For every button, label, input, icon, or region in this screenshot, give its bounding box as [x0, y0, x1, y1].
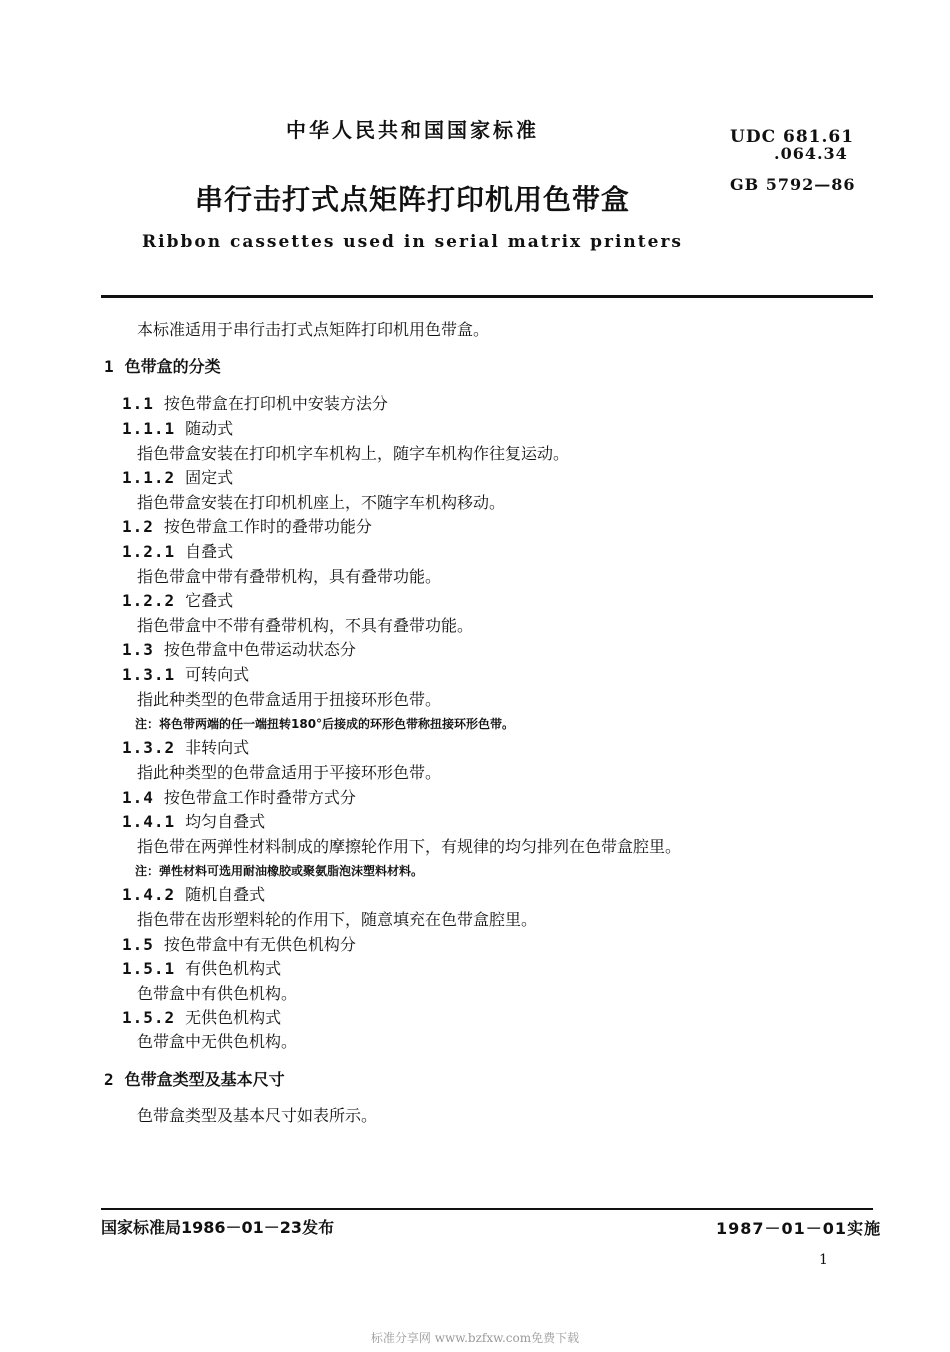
clause-1-5	[122, 935, 356, 955]
clause-1-2-1-text: 指色带盒中带有叠带机构，具有叠带功能。	[137, 567, 442, 586]
udc-code: UDC 681.61	[730, 127, 855, 147]
clause-1-1-1	[122, 419, 233, 439]
clause-title: 非转向式	[185, 738, 250, 757]
watermark: 标准分享网 www.bzfxw.com免费下载	[370, 1331, 580, 1345]
clause-number: 1.5.1	[122, 959, 176, 978]
clause-1-5-2	[122, 1008, 281, 1028]
clause-title: 有供色机构式	[185, 959, 282, 978]
clause-title: 它叠式	[185, 591, 234, 610]
document-title-english: Ribbon cassettes used in serial matrix printers	[142, 232, 683, 252]
clause-title: 无供色机构式	[185, 1008, 282, 1027]
clause-1-2-2-text: 指色带盒中不带有叠带机构，不具有叠带功能。	[137, 616, 474, 635]
country-standard-heading: 中华人民共和国国家标准	[286, 118, 539, 142]
clause-number: 1.2.1	[122, 542, 176, 561]
clause-title: 随机自叠式	[185, 885, 266, 904]
clause-1-1-2-text: 指色带盒安装在打印机机座上，不随字车机构移动。	[137, 493, 506, 512]
clause-1-2-2	[122, 591, 233, 611]
clause-1-4-2-text: 指色带在齿形塑料轮的作用下，随意填充在色带盒腔里。	[137, 910, 538, 929]
clause-number: 1.1.2	[122, 468, 176, 487]
page-number: 1	[819, 1252, 828, 1268]
clause-title: 按色带盒中有无供色机构分	[163, 935, 356, 954]
footer-rule	[101, 1208, 873, 1210]
clause-title: 按色带盒工作时叠带方式分	[163, 788, 356, 807]
clause-1-1	[122, 394, 388, 414]
clause-1-5-1	[122, 959, 281, 979]
clause-title: 可转向式	[185, 665, 250, 684]
clause-title: 随动式	[185, 419, 234, 438]
clause-title: 固定式	[185, 468, 234, 487]
clause-number: 1.5	[122, 935, 154, 954]
clause-1-5-1-text: 色带盒中有供色机构。	[137, 984, 298, 1003]
intro-paragraph: 本标准适用于串行击打式点矩阵打印机用色带盒。	[137, 320, 490, 339]
clause-number: 1.3.2	[122, 738, 176, 757]
clause-number: 1.1.1	[122, 419, 176, 438]
clause-1-4-1-text: 指色带在两弹性材料制成的摩擦轮作用下，有规律的均匀排列在色带盒腔里。	[137, 837, 682, 856]
section-2-heading	[104, 1070, 285, 1090]
section-2-text: 色带盒类型及基本尺寸如表所示。	[137, 1106, 378, 1125]
clause-number: 1.3	[122, 640, 154, 659]
gb-standard-number: GB 5792—86	[730, 175, 856, 194]
clause-number: 1.5.2	[122, 1008, 176, 1027]
section-title: 色带盒的分类	[124, 357, 221, 376]
section-1-heading	[104, 357, 221, 377]
clause-1-2	[122, 517, 372, 537]
clause-1-1-2	[122, 468, 233, 488]
clause-1-2-1	[122, 542, 233, 562]
issue-date: 国家标准局1986－01－23发布	[101, 1218, 335, 1237]
clause-title: 按色带盒在打印机中安装方法分	[163, 394, 388, 413]
clause-number: 1.2.2	[122, 591, 176, 610]
clause-1-3-2-text: 指此种类型的色带盒适用于平接环形色带。	[137, 763, 442, 782]
clause-title: 按色带盒工作时的叠带功能分	[163, 517, 372, 536]
clause-1-3-1-note: 注：将色带两端的任一端扭转180°后接成的环形色带称扭接环形色带。	[135, 717, 515, 731]
clause-1-3	[122, 640, 356, 660]
clause-number: 1.4.2	[122, 885, 176, 904]
clause-1-4-2	[122, 885, 265, 905]
clause-1-4	[122, 788, 356, 808]
clause-1-3-2	[122, 738, 249, 758]
section-number: 2	[104, 1070, 115, 1089]
clause-number: 1.3.1	[122, 665, 176, 684]
clause-title: 按色带盒中色带运动状态分	[163, 640, 356, 659]
clause-number: 1.2	[122, 517, 154, 536]
header-rule	[101, 295, 873, 298]
clause-1-3-1	[122, 665, 249, 685]
clause-number: 1.1	[122, 394, 154, 413]
clause-number: 1.4	[122, 788, 154, 807]
clause-title: 自叠式	[185, 542, 234, 561]
section-number: 1	[104, 357, 115, 376]
clause-number: 1.4.1	[122, 812, 176, 831]
clause-1-4-1	[122, 812, 265, 832]
clause-1-3-1-text: 指此种类型的色带盒适用于扭接环形色带。	[137, 690, 442, 709]
clause-1-4-1-note: 注：弹性材料可选用耐油橡胶或聚氨脂泡沫塑料材料。	[135, 864, 424, 878]
document-title: 串行击打式点矩阵打印机用色带盒	[194, 183, 630, 216]
clause-title: 均匀自叠式	[185, 812, 266, 831]
section-title: 色带盒类型及基本尺寸	[124, 1070, 285, 1089]
effective-date: 1987－01－01实施	[716, 1219, 882, 1238]
clause-1-1-1-text: 指色带盒安装在打印机字车机构上，随字车机构作往复运动。	[137, 444, 570, 463]
udc-code-continuation: .064.34	[774, 144, 848, 163]
clause-1-5-2-text: 色带盒中无供色机构。	[137, 1032, 298, 1051]
